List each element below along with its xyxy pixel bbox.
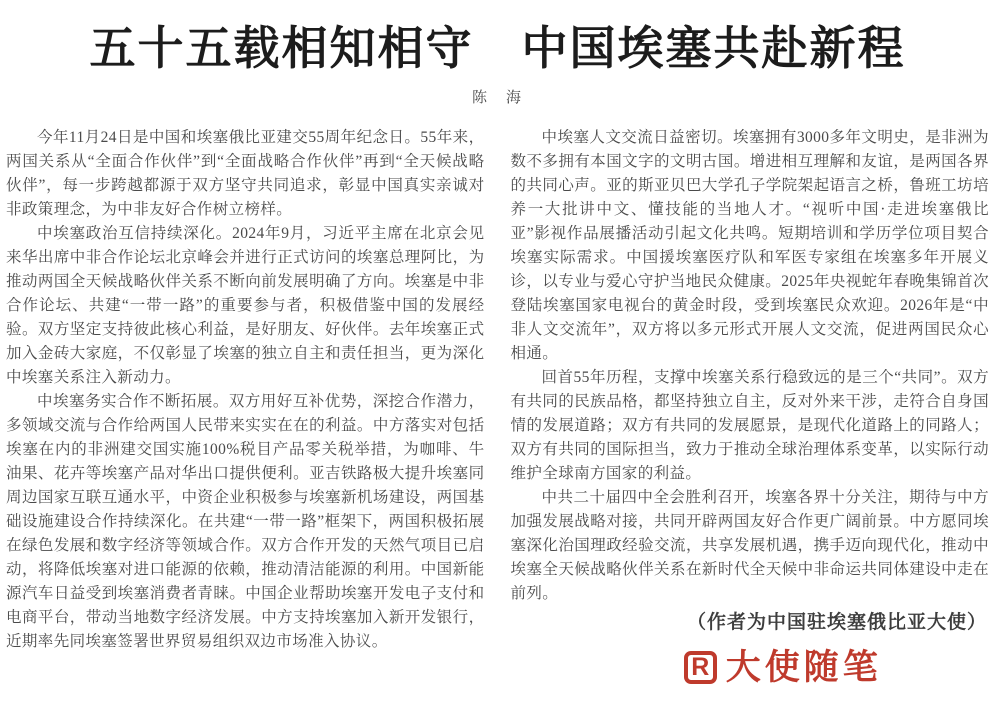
- right-column: [511, 126, 990, 685]
- people-daily-r-badge-icon: R: [684, 651, 717, 684]
- column-logo-label: 大使随笔: [725, 648, 882, 687]
- article-paragraph: 中埃塞务实合作不断拓展。双方用好互补优势，深挖合作潜力，多领域交流与合作给两国人民带来实实在在的利益。中方落实对包括埃塞在内的非洲建交国实施100%税目产品零关税举措，为咖啡、牛油果、花卉等埃塞产品对华出口提供便利。亚吉铁路极大提升埃塞同周边国家互联互通水平，中资企业积极参与埃塞新机场建设，两国基础设施建设合作持续深化。在共建“一带一路”框架下，两国积极拓展在绿色发展和数字经济等领域合作。双方合作开发的天然气项目已启动，将降低埃塞对进口能源的依赖，推动清洁能源的利用。中国新能源汽车日益受到埃塞消费者青睐。中国企业帮助埃塞开发电子支付和电商平台，带动当地数字经济发展。中方支持埃塞加入新开发银行，近期率先同埃塞签署世界贸易组织双边市场准入协议。: [6, 393, 485, 650]
- left-column: [6, 126, 485, 685]
- article-paragraph: 中共二十届四中全会胜利召开，埃塞各界十分关注，期待与中方加强发展战略对接，共同开辟两国友好合作更广阔前景。中方愿同埃塞深化治国理政经验交流，共享发展机遇，携手迈向现代化，推动中埃塞全天候战略伙伴关系在新时代全天候中非命运共同体建设中走在前列。: [510, 489, 989, 602]
- article-body: [0, 126, 995, 685]
- author-attribution: （作者为中国驻埃塞俄比亚大使）: [686, 612, 987, 633]
- article-paragraph: 中埃塞政治互信持续深化。2024年9月，习近平主席在北京会见来华出席中非合作论坛北京峰会并进行正式访问的埃塞总理阿比，为推动两国全天候战略伙伴关系不断向前发展明确了方向。埃塞是中非合作论坛、共建“一带一路”的重要参与者，积极借鉴中国的发展经验。双方坚定支持彼此核心利益，是好朋友、好伙伴。去年埃塞正式加入金砖大家庭，不仅彰显了埃塞的独立自主和责任担当，更为深化中埃塞关系注入新动力。: [6, 225, 485, 386]
- right-column-paragraphs: [511, 126, 990, 606]
- article-paragraph: 今年11月24日是中国和埃塞俄比亚建交55周年纪念日。55年来，两国关系从“全面合作伙伴”到“全面战略合作伙伴”再到“全天候战略伙伴”，每一步跨越都源于双方坚守共同追求，彰显中国真实亲诚对非政策理念，为中非友好合作树立榜样。: [6, 129, 485, 218]
- column-logo: [577, 650, 990, 685]
- article-paragraph: 中埃塞人文交流日益密切。埃塞拥有3000多年文明史，是非洲为数不多拥有本国文字的文明古国。增进相互理解和友谊，是两国各界的共同心声。亚的斯亚贝巴大学孔子学院架起语言之桥，鲁班工坊培养一大批讲中文、懂技能的当地人才。“视听中国·走进埃塞俄比亚”影视作品展播活动引起文化共鸣。短期培训和学历学位项目契合埃塞实际需求。中国援埃塞医疗队和军医专家组在埃塞多年开展义诊，以专业与爱心守护当地民众健康。2025年央视蛇年春晚集锦首次登陆埃塞国家电视台的黄金时段，受到埃塞民众欢迎。2026年是“中非人文交流年”，双方将以多元形式开展人文交流，促进两国民众心相通。: [510, 129, 989, 362]
- article-paragraph: 回首55年历程，支撑中埃塞关系行稳致远的是三个“共同”。双方有共同的民族品格，都坚持独立自主，反对外来干涉，走符合自身国情的发展道路；双方有共同的发展愿景，是现代化道路上的同路人；双方有共同的国际担当，致力于推动全球治理体系变革，以实际行动维护全球南方国家的利益。: [510, 369, 989, 482]
- article-title: 五十五载相知相守 中国埃塞共赴新程: [89, 23, 906, 74]
- article-author: 陈 海: [471, 90, 523, 106]
